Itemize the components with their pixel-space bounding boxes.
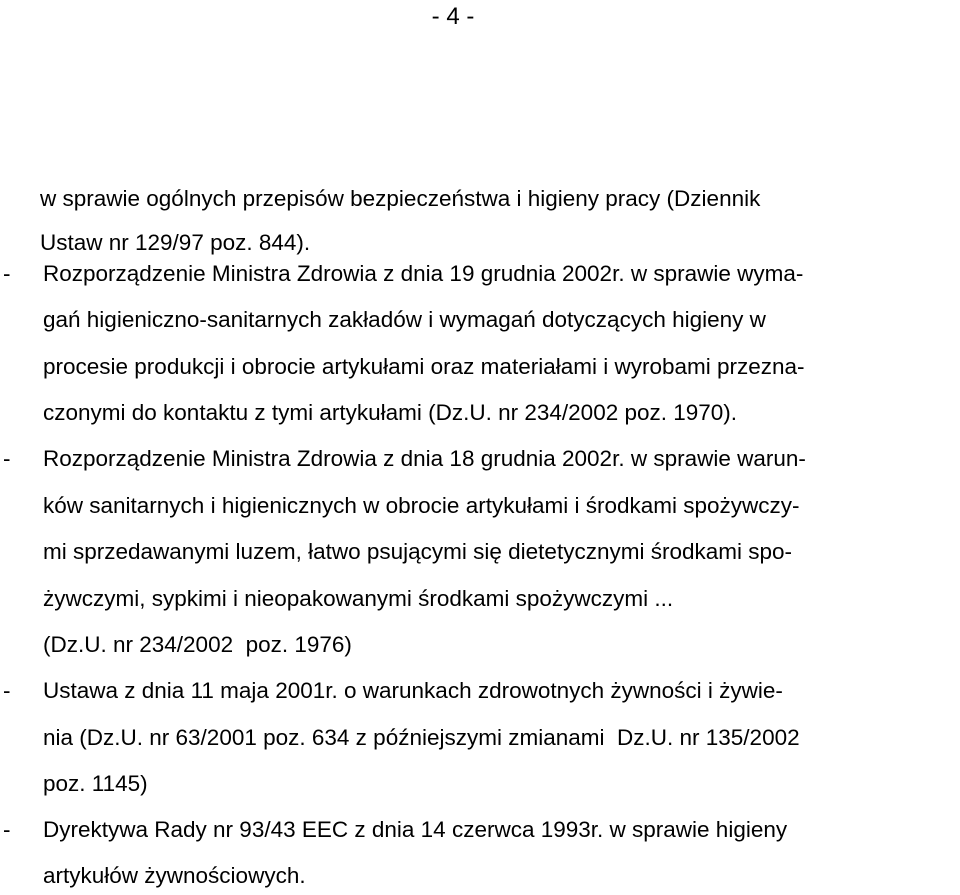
text-line: nia (Dz.U. nr 63/2001 poz. 634 z późniejszymi zmianami Dz.U. nr 135/2002: [43, 725, 800, 750]
text-line: poz. 1145): [43, 771, 148, 796]
text-line: artykułów żywnościowych.: [43, 863, 306, 888]
text-line: (Dz.U. nr 234/2002 poz. 1976): [43, 632, 352, 657]
text-line: ków sanitarnych i higienicznych w obrocie artykułami i środkami spożywczy-: [43, 493, 800, 518]
text-line: żywczymi, sypkimi i nieopakowanymi środkami spożywczymi ...: [43, 586, 674, 611]
page-number: - 4 -: [431, 3, 475, 30]
text-line: mi sprzedawanymi luzem, łatwo psującymi się dietetycznymi środkami spo-: [43, 539, 792, 564]
text-line: procesie produkcji i obrocie artykułami oraz materiałami i wyrobami przezna-: [43, 354, 805, 379]
text-line: czonymi do kontaktu z tymi artykułami (Dz.U. nr 234/2002 poz. 1970).: [43, 400, 738, 425]
text-line: Ustawa z dnia 11 maja 2001r. o warunkach zdrowotnych żywności i żywie-: [43, 678, 783, 703]
list-bullet: -: [3, 817, 11, 842]
text-line: Dyrektywa Rady nr 93/43 EEC z dnia 14 czerwca 1993r. w sprawie higieny: [43, 817, 788, 842]
text-line: Rozporządzenie Ministra Zdrowia z dnia 18 grudnia 2002r. w sprawie warun-: [43, 446, 806, 471]
text-line: Ustaw nr 129/97 poz. 844).: [40, 230, 311, 255]
text-line: w sprawie ogólnych przepisów bezpieczeństwa i higieny pracy (Dziennik: [40, 186, 761, 211]
text-line: Rozporządzenie Ministra Zdrowia z dnia 19 grudnia 2002r. w sprawie wyma-: [43, 261, 804, 286]
text-line: gań higieniczno-sanitarnych zakładów i wymagań dotyczących higieny w: [43, 307, 766, 332]
list-bullet: -: [3, 446, 11, 471]
list-bullet: -: [3, 261, 11, 286]
list-bullet: -: [3, 678, 11, 703]
